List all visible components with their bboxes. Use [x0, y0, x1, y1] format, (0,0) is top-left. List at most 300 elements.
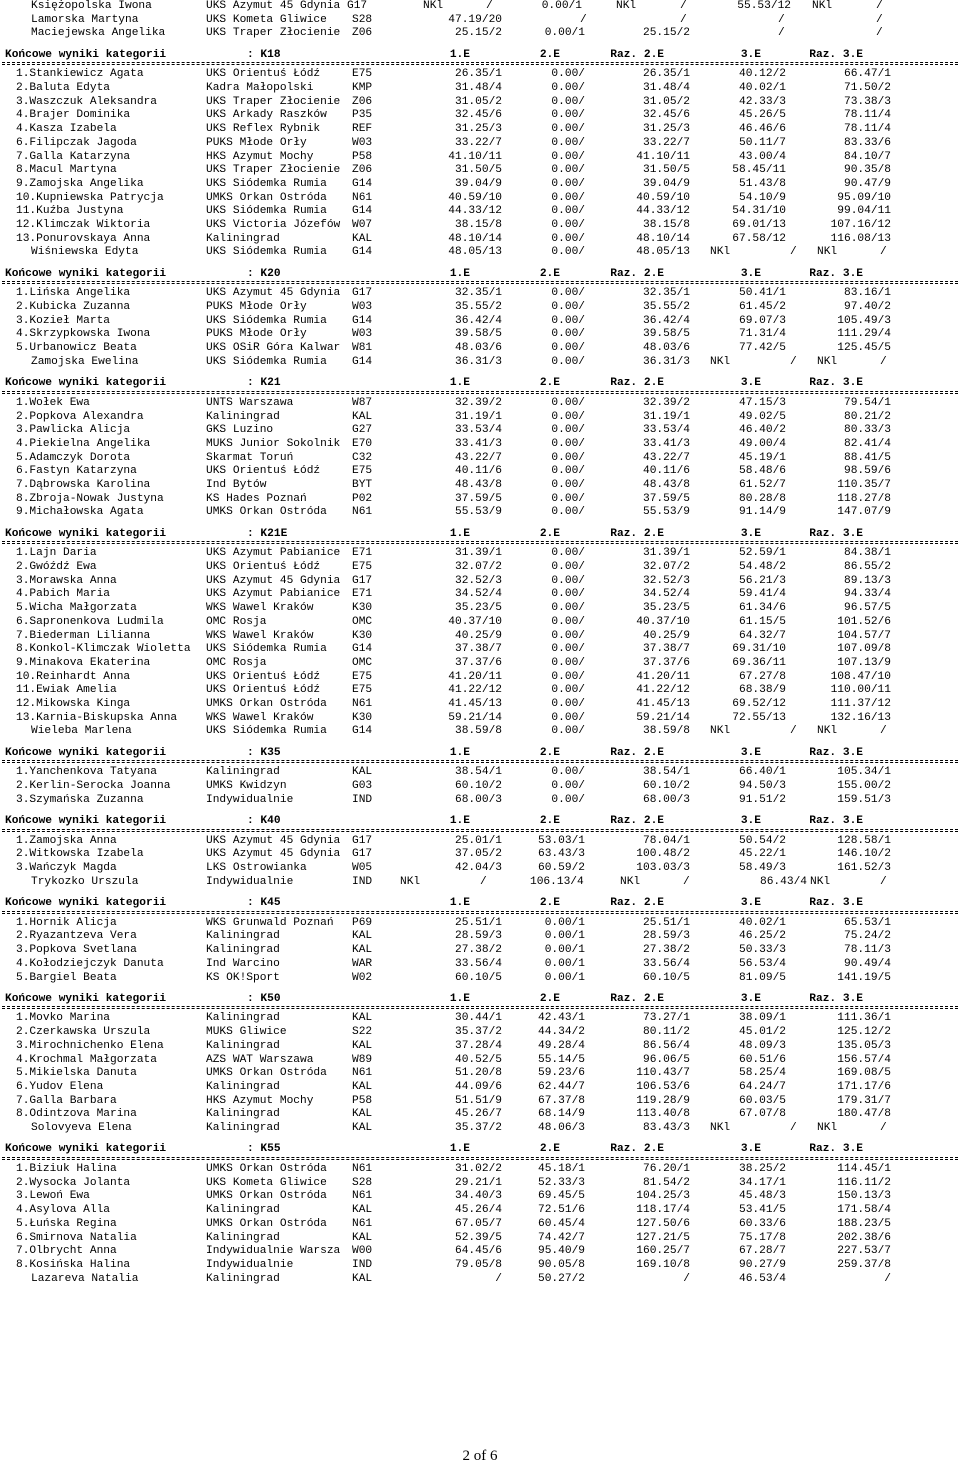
competitor-name: 11.Kuźba Justyna [16, 205, 124, 218]
stage2: 60.59/2 [538, 862, 585, 875]
club: PUKS Młode Orły [206, 136, 307, 149]
stage2: 69.45/5 [538, 1190, 585, 1203]
result-row [0, 219, 960, 232]
column-header: Raz. 3.E [809, 746, 863, 759]
stage3: 53.41/5 [739, 1204, 786, 1217]
result-value: / [790, 355, 797, 368]
stage2: 0.00/ [551, 136, 585, 149]
competitor-name: 8.Zbroja-Nowak Justyna [16, 492, 164, 505]
result-row [0, 972, 960, 985]
rank-stage3: 90.49/4 [844, 957, 891, 970]
club-code: G03 [352, 780, 373, 793]
rank-stage3: 171.17/6 [837, 1080, 891, 1093]
stage1: 59.21/14 [448, 711, 502, 724]
club-code: C32 [352, 451, 373, 464]
stage2: 0.00/ [551, 684, 585, 697]
stage2: 0.00/1 [544, 957, 585, 970]
result-value: 106.13/4 [530, 875, 584, 888]
separator-line [2, 1157, 958, 1160]
column-header: 1.E [449, 377, 470, 390]
rank-stage3: 150.13/3 [837, 1190, 891, 1203]
rank-stage3: 179.31/7 [837, 1094, 891, 1107]
club-code: S22 [352, 1026, 373, 1039]
club: UKS Traper Złocienie [206, 95, 341, 108]
club-code: G14 [352, 643, 373, 656]
result-row [0, 438, 960, 451]
club: UKS Siódemka Rumia [206, 725, 327, 738]
rank-stage3: 159.51/3 [837, 793, 891, 806]
stage1: 38.15/8 [455, 219, 502, 232]
stage3: 48.09/3 [739, 1039, 786, 1052]
separator-line [2, 391, 958, 394]
result-value: 0.00/ [551, 246, 585, 259]
result-value: 0.00/ [551, 355, 585, 368]
column-header: Raz. 3.E [809, 527, 863, 540]
rank-stage2: 59.21/14 [636, 711, 690, 724]
stage2: 49.28/4 [538, 1039, 585, 1052]
stage3: 60.33/6 [739, 1217, 786, 1230]
rank-stage3: 114.45/1 [837, 1163, 891, 1175]
rank-stage2: 60.10/2 [643, 780, 690, 793]
competitor-name: 4.Kołodziejczyk Danuta [16, 957, 164, 970]
stage2: 50.27/2 [538, 1272, 585, 1285]
club-code: IND [352, 875, 373, 888]
stage3: 69.01/13 [732, 219, 786, 232]
result-row [0, 246, 960, 259]
club: UNTS Warszawa [206, 396, 294, 409]
stage3: 51.43/8 [739, 177, 786, 190]
rank-stage3: 202.38/6 [837, 1231, 891, 1244]
rank-stage3: 80.21/2 [844, 410, 891, 423]
stage2: 44.34/2 [538, 1026, 585, 1039]
club: MUKS Junior Sokolnik [206, 437, 341, 450]
rank-stage3: 116.08/13 [830, 232, 891, 245]
stage1: 40.25/9 [455, 629, 502, 642]
stage3: 56.53/4 [739, 957, 786, 970]
rank-stage2: 40.37/10 [636, 615, 690, 628]
stage1: 79.05/8 [455, 1258, 502, 1271]
rank-stage3: 125.12/2 [837, 1026, 891, 1039]
rank-stage2: 55.53/9 [643, 506, 690, 519]
stage3: 46.40/2 [739, 424, 786, 437]
column-header: Raz. 2.E [610, 992, 664, 1005]
club-code: Z06 [352, 95, 373, 108]
category-name: : K45 [247, 897, 281, 910]
stage1: 51.20/8 [455, 1067, 502, 1080]
column-header: Raz. 2.E [610, 746, 664, 759]
stage3: 91.51/2 [739, 793, 786, 806]
stage2: 74.42/7 [538, 1231, 585, 1244]
stage3: 40.12/2 [739, 68, 786, 81]
stage2: 55.14/5 [538, 1053, 585, 1066]
result-row [0, 1259, 960, 1272]
result-row [0, 575, 960, 588]
rank-stage2: 32.39/2 [643, 396, 690, 409]
club-code: OMC [352, 656, 373, 669]
result-row [0, 547, 960, 560]
stage2: 0.00/ [551, 177, 585, 190]
club: UKS Azymut 45 Gdynia [206, 834, 341, 847]
result-value: 0.00/ [551, 725, 585, 738]
stage3: 46.53/4 [739, 1272, 786, 1285]
rank-stage2: 40.25/9 [643, 629, 690, 642]
result-value: 38.59/8 [455, 725, 502, 738]
result-row: Maciejewska Angelika UKS Traper Złocienie Z06 25.15/2 0.00/1 25.15/2 / / [31, 27, 883, 40]
stage3: 43.00/4 [739, 150, 786, 163]
rank-stage2: 28.59/3 [643, 930, 690, 943]
club-code: N61 [352, 1067, 373, 1080]
club-code: S28 [352, 1176, 373, 1189]
club: UKS Azymut 45 Gdynia [206, 848, 341, 861]
stage2: 53.03/1 [538, 834, 585, 847]
stage3: 67.27/8 [739, 670, 786, 683]
club: UKS Traper Złocienie [206, 164, 341, 177]
competitor-name: 3.Lewoń Ewa [16, 1190, 90, 1203]
rank-stage2: 110.43/7 [636, 1067, 690, 1080]
competitor-name: 10.Reinhardt Anna [16, 670, 131, 683]
rank-stage3: 73.38/3 [844, 95, 891, 108]
club-code: KAL [352, 1080, 373, 1093]
rank-stage2: 31.48/4 [643, 82, 690, 95]
result-row [0, 506, 960, 519]
result-row [0, 1177, 960, 1190]
column-header: 1.E [449, 897, 470, 910]
club-code: REF [352, 123, 373, 136]
result-row [0, 616, 960, 629]
stage3: 72.55/13 [732, 711, 786, 724]
result-value: 83.43/3 [643, 1122, 690, 1135]
club: Ind Warcino [206, 957, 280, 970]
stage1: 44.09/6 [455, 1080, 502, 1093]
result-value: NKl [710, 1122, 731, 1135]
stage3: 56.21/3 [739, 574, 786, 587]
stage3: 47.15/3 [739, 396, 786, 409]
stage3: 58.49/3 [739, 862, 786, 875]
rank-stage2: 118.17/4 [636, 1204, 690, 1217]
column-header: Raz. 2.E [610, 815, 664, 827]
club: Kaliningrad [206, 944, 280, 957]
stage3: 75.17/8 [739, 1231, 786, 1244]
rank-stage3: 107.13/9 [837, 656, 891, 669]
club-code: G17 [352, 834, 373, 847]
stage3: 80.28/8 [739, 492, 786, 505]
stage3: 42.33/3 [739, 95, 786, 108]
competitor-name: 4.Skrzypkowska Iwona [16, 328, 151, 341]
result-value: / [790, 1122, 797, 1135]
stage2: 0.00/ [551, 95, 585, 108]
stage2: 0.00/1 [544, 930, 585, 943]
club-code: KAL [352, 1231, 373, 1244]
result-value: 35.37/2 [455, 1122, 502, 1135]
stage3: 69.31/10 [732, 643, 786, 656]
stage2: 0.00/ [551, 437, 585, 450]
stage3: 50.41/1 [739, 287, 786, 300]
competitor-name: 2.Gwóźdź Ewa [16, 561, 97, 574]
rank-stage3: 227.53/7 [837, 1245, 891, 1258]
club-code: IND [352, 793, 373, 806]
stage1: 31.05/2 [455, 95, 502, 108]
stage3: 61.45/2 [739, 301, 786, 314]
result-row [0, 164, 960, 177]
result-row [0, 684, 960, 697]
competitor-name: Lazareva Natalia [31, 1272, 139, 1285]
club-code: G14 [352, 314, 373, 327]
header-prefix: Końcowe wyniki kategorii [5, 527, 167, 540]
result-value: NKl [817, 725, 838, 738]
rank-stage3: 107.16/12 [830, 219, 891, 232]
rank-stage3: 104.57/7 [837, 629, 891, 642]
rank-stage3: 86.55/2 [844, 561, 891, 574]
club-code: K30 [352, 629, 373, 642]
club: UKS Victoria Józefów [206, 219, 341, 232]
club-code: W03 [352, 301, 373, 314]
rank-stage3: 108.47/10 [830, 670, 891, 683]
result-row [0, 1232, 960, 1245]
stage2: 0.00/1 [544, 944, 585, 957]
stage3: 38.09/1 [739, 1012, 786, 1025]
stage3: 38.25/2 [739, 1163, 786, 1175]
column-header: 3.E [740, 267, 761, 280]
club: Kaliningrad [206, 1204, 280, 1217]
stage2: 95.40/9 [538, 1245, 585, 1258]
competitor-name: 4.Asylova Alla [16, 1204, 110, 1217]
rank-stage3: 79.54/1 [844, 396, 891, 409]
club: Kaliningrad [206, 1012, 280, 1025]
club: Kaliningrad [206, 1108, 280, 1121]
result-row [0, 1054, 960, 1067]
rank-stage2: 31.05/2 [643, 95, 690, 108]
rank-stage3: 116.11/2 [837, 1176, 891, 1189]
competitor-name: 5.Łuńska Regina [16, 1217, 117, 1230]
result-row [0, 328, 960, 341]
stage3: 34.17/1 [739, 1176, 786, 1189]
result-value: 36.31/3 [455, 355, 502, 368]
result-row: Lamorska Martyna UKS Kometa Gliwice S28 47.19/20 / / / / [31, 13, 883, 26]
column-header: 1.E [449, 527, 470, 540]
club: UKS Arkady Raszków [206, 109, 327, 122]
competitor-name: 3.Mirochnichenko Elena [16, 1039, 164, 1052]
club-code: KAL [352, 1122, 373, 1135]
stage2: 0.00/ [551, 410, 585, 423]
rank-stage2: 43.22/7 [643, 451, 690, 464]
stage2: 0.00/ [551, 629, 585, 642]
result-row [0, 205, 960, 218]
stage2: 0.00/ [551, 68, 585, 81]
club-code: G14 [352, 205, 373, 218]
result-row [0, 602, 960, 615]
stage1: 34.52/4 [455, 588, 502, 601]
stage1: 32.39/2 [455, 396, 502, 409]
result-value: 38.59/8 [643, 725, 690, 738]
competitor-name: 4.Pabich Maria [16, 588, 110, 601]
rank-stage2: 35.23/5 [643, 602, 690, 615]
stage2: 0.00/ [551, 219, 585, 232]
result-row [0, 671, 960, 684]
result-value: / [880, 1122, 887, 1135]
club-code: W05 [352, 862, 373, 875]
competitor-name: 1.Lińska Angelika [16, 287, 131, 300]
column-header: 3.E [740, 377, 761, 390]
competitor-name: Księżopolska Iwona [31, 0, 152, 12]
result-row [0, 876, 960, 889]
club: Kaliningrad [206, 1039, 280, 1052]
competitor-name: 10.Kupniewska Patrycja [16, 191, 164, 204]
club: UKS Azymut Pabianice [206, 547, 341, 560]
result-row [0, 178, 960, 191]
column-header: 2.E [539, 897, 560, 910]
stage3: 91.14/9 [739, 506, 786, 519]
page-number: 2 of 6 [462, 1448, 498, 1464]
rank-stage2: 33.53/4 [643, 424, 690, 437]
column-header: Raz. 2.E [610, 267, 664, 280]
rank-stage3: 128.58/1 [837, 834, 891, 847]
result-row [0, 1040, 960, 1053]
rank-stage3: 84.38/1 [844, 547, 891, 560]
competitor-name: Wiśniewska Edyta [31, 246, 139, 259]
separator-line [2, 829, 958, 832]
club-code: N61 [352, 1217, 373, 1230]
club: UMKS Orkan Ostróda [206, 1067, 327, 1080]
competitor-name: 11.Ewiak Amelia [16, 684, 117, 697]
result-row [0, 411, 960, 424]
category-header [0, 897, 960, 910]
rank-stage2: 48.03/6 [643, 342, 690, 355]
stage1: 31.25/3 [455, 123, 502, 136]
column-header: Raz. 2.E [610, 377, 664, 390]
result-row [0, 356, 960, 369]
club: UMKS Orkan Ostróda [206, 1190, 327, 1203]
stage3: 67.58/12 [732, 232, 786, 245]
rank-stage3: 111.29/4 [837, 328, 891, 341]
stage1: 29.21/1 [455, 1176, 502, 1189]
club: UKS OSiR Góra Kalwar [206, 342, 341, 355]
stage1: 45.26/4 [455, 1204, 502, 1217]
competitor-name: 8.Odintzova Marina [16, 1108, 137, 1121]
category-header [0, 268, 960, 281]
club: Kadra Małopolski [206, 82, 314, 95]
competitor-name: Lamorska Martyna [31, 13, 139, 26]
rank-stage2: 33.22/7 [643, 136, 690, 149]
category-header [0, 377, 960, 390]
competitor-name: 5.Urbanowicz Beata [16, 342, 137, 355]
club: UKS Siódemka Rumia [206, 355, 327, 368]
stage1: / [495, 1272, 502, 1285]
competitor-name: 6.Sapronenkova Ludmila [16, 615, 164, 628]
stage1: 37.28/4 [455, 1039, 502, 1052]
club: UKS Orientuś Łódź [206, 670, 321, 683]
rank-stage2: 106.53/6 [636, 1080, 690, 1093]
result-value: NKl [817, 1122, 838, 1135]
stage3: 50.11/7 [739, 136, 786, 149]
club-code: G17 [352, 287, 373, 300]
result-row [0, 123, 960, 136]
result-row [0, 766, 960, 779]
club-code: KAL [352, 1039, 373, 1052]
rank-stage2: 169.10/8 [636, 1258, 690, 1271]
rank-stage3: 105.49/3 [837, 314, 891, 327]
column-header: 2.E [539, 992, 560, 1005]
stage2: 0.00/ [551, 150, 585, 163]
stage1: 33.56/4 [455, 957, 502, 970]
category-name: : K21 [247, 377, 281, 390]
club: HKS Azymut Mochy [206, 150, 314, 163]
rank-stage2: 81.54/2 [643, 1176, 690, 1189]
column-header: 2.E [539, 1143, 560, 1156]
competitor-name: 1.Stankiewicz Agata [16, 68, 144, 81]
club-code: N61 [352, 698, 373, 711]
stage2: 68.14/9 [538, 1108, 585, 1121]
competitor-name: 13.Ponurovskaya Anna [16, 232, 151, 245]
rank-stage2: 37.38/7 [643, 643, 690, 656]
competitor-name: 3.Morawska Anna [16, 574, 117, 587]
club: KS Hades Poznań [206, 492, 307, 505]
result-row [0, 780, 960, 793]
club: UKS Azymut Pabianice [206, 588, 341, 601]
result-row [0, 493, 960, 506]
stage1: 48.03/6 [455, 342, 502, 355]
result-row [0, 465, 960, 478]
competitor-name: 2.Ryazantzeva Vera [16, 930, 137, 943]
stage2: 0.00/1 [544, 971, 585, 984]
result-value: 36.31/3 [643, 355, 690, 368]
result-value: NKl [400, 875, 421, 888]
stage3: 40.02/1 [739, 916, 786, 929]
header-prefix: Końcowe wyniki kategorii [5, 897, 167, 910]
result-row [0, 1273, 960, 1286]
separator-line [2, 541, 958, 544]
stage2: 0.00/ [551, 615, 585, 628]
rank-stage3: 101.52/6 [837, 615, 891, 628]
club: Indywidualnie [206, 1258, 294, 1271]
competitor-name: 8.Macul Martyna [16, 164, 117, 177]
result-row [0, 643, 960, 656]
stage3: 58.45/11 [732, 164, 786, 177]
rank-stage2: 38.15/8 [643, 219, 690, 232]
stage3: 81.09/5 [739, 971, 786, 984]
rank-stage2: 80.11/2 [643, 1026, 690, 1039]
club-code: Z06 [352, 164, 373, 177]
stage1: 41.45/13 [448, 698, 502, 711]
result-row [0, 1012, 960, 1025]
stage1: 32.52/3 [455, 574, 502, 587]
result-row [0, 1095, 960, 1108]
rank-stage3: 96.57/5 [844, 602, 891, 615]
stage2: 0.00/ [551, 314, 585, 327]
rank-stage3: 89.13/3 [844, 574, 891, 587]
result-row [0, 630, 960, 643]
stage2: 0.00/ [551, 711, 585, 724]
rank-stage3: 78.11/4 [844, 109, 891, 122]
header-prefix: Końcowe wyniki kategorii [5, 746, 167, 759]
competitor-name: Zamojska Ewelina [31, 355, 139, 368]
stage3: 66.40/1 [739, 766, 786, 779]
stage2: 59.23/6 [538, 1067, 585, 1080]
competitor-name: 5.Wicha Małgorzata [16, 602, 137, 615]
stage1: 35.23/5 [455, 602, 502, 615]
rank-stage3: 95.09/10 [837, 191, 891, 204]
rank-stage3: 110.00/11 [830, 684, 891, 697]
stage3: 61.15/5 [739, 615, 786, 628]
rank-stage3: 88.41/5 [844, 451, 891, 464]
competitor-name: 7.Galla Katarzyna [16, 150, 131, 163]
column-header: 3.E [740, 897, 761, 910]
stage3: 46.46/6 [739, 123, 786, 136]
competitor-name: 2.Witkowska Izabela [16, 848, 144, 861]
stage2: 0.00/ [551, 547, 585, 560]
club-code: KAL [352, 1272, 373, 1285]
stage2: 63.43/3 [538, 848, 585, 861]
rank-stage3: 78.11/3 [844, 944, 891, 957]
